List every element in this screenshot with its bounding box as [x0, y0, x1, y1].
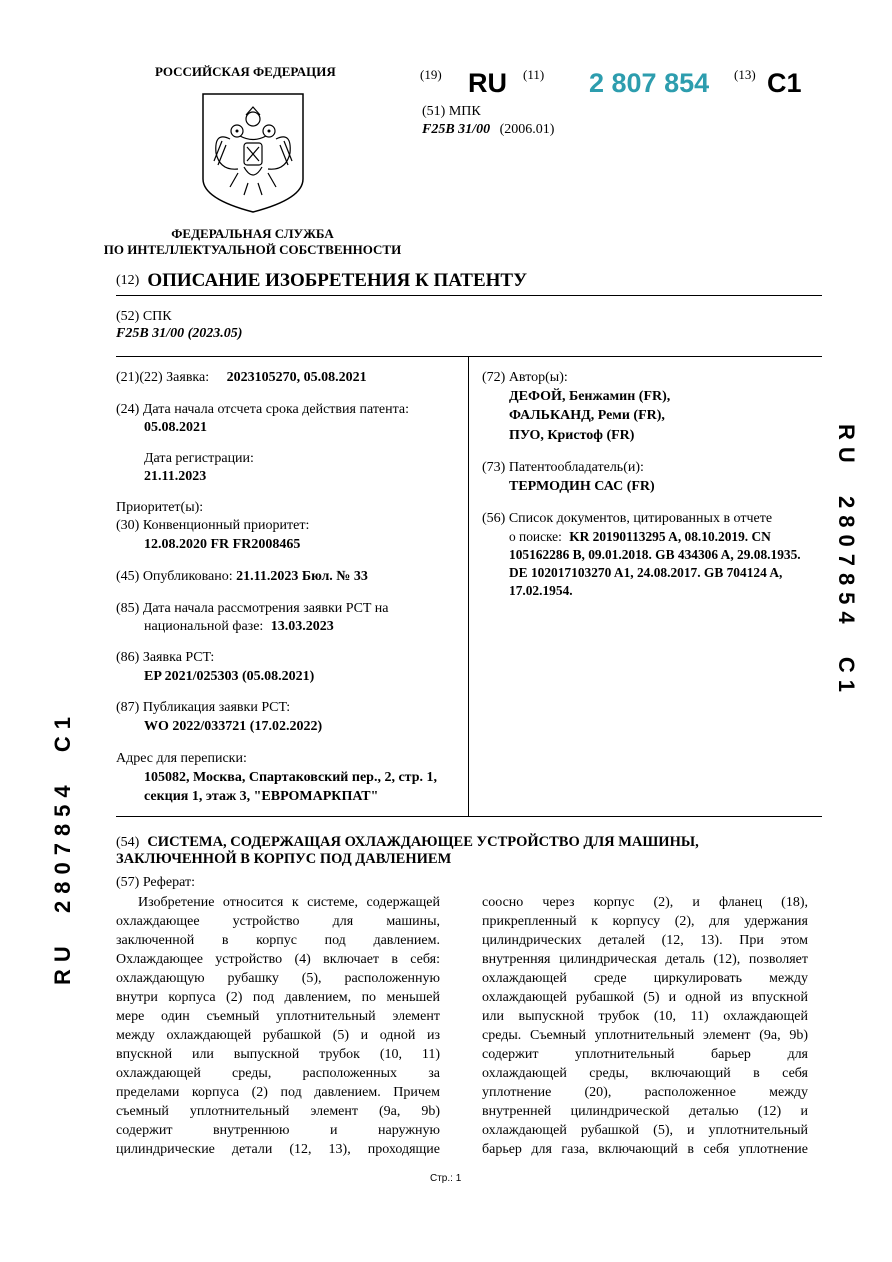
mpk-class: F25B 31/00 — [422, 122, 491, 137]
invention-title-line1: СИСТЕМА, СОДЕРЖАЩАЯ ОХЛАЖДАЮЩЕЕ УСТРОЙСТВО ДЛЯ МАШИНЫ, — [147, 834, 699, 850]
application-value: 2023105270, 05.08.2021 — [226, 370, 367, 385]
side-number-right: RU 2807854 C1 — [834, 424, 859, 699]
title-code: (54) — [116, 835, 140, 850]
side-number-left: RU 2807854 C1 — [50, 710, 75, 985]
abstract-right-column — [482, 893, 808, 1159]
abstract-line: мере один съемный уплотнительный элемент — [116, 1009, 440, 1024]
registration-value: 21.11.2023 — [144, 469, 207, 484]
published-value: 21.11.2023 Бюл. № 33 — [236, 569, 368, 584]
pct-app-label: (86) Заявка PCT: — [116, 650, 215, 665]
term-start-value: 05.08.2021 — [144, 420, 207, 435]
conv-priority-value: 12.08.2020 FR FR2008465 — [144, 537, 301, 552]
pct-pub-label: (87) Публикация заявки PCT: — [116, 700, 291, 715]
country-code-ru: RU — [468, 68, 507, 98]
conv-priority-label: (30) Конвенционный приоритет: — [116, 518, 310, 533]
priority-label: Приоритет(ы): — [116, 500, 204, 515]
kind-code: C1 — [767, 68, 802, 98]
doc-type-code: (12) — [116, 273, 140, 288]
term-start-label: (24) Дата начала отсчета срока действия патента: — [116, 402, 410, 417]
title-divider — [116, 295, 822, 296]
abstract-line: охлаждающей среды, включающий в себя — [482, 1066, 808, 1081]
published-label: (45) Опубликовано: — [116, 569, 233, 584]
agency-name-line1: ФЕДЕРАЛЬНАЯ СЛУЖБА — [171, 226, 334, 241]
abstract-line: заключенной в корпус под давлением. — [116, 933, 440, 948]
cited-line-3: DE 102017103270 A1, 24.08.2017. GB 704124 A, — [509, 565, 783, 580]
code-13: (13) — [734, 67, 756, 82]
abstract-line: внутри корпуса (2) под давлением, по меньшей — [116, 990, 440, 1005]
address-label: Адрес для переписки: — [116, 751, 247, 766]
abstract-line: съемный уплотнительный элемент (9a, 9b) — [116, 1104, 440, 1119]
abstract-line: содержит уплотнительный барьер для — [482, 1047, 808, 1062]
pct-app-value: EP 2021/025303 (05.08.2021) — [144, 669, 315, 684]
authors-label: (72) Автор(ы): — [482, 370, 568, 385]
cited-line-2: 105162286 B, 09.01.2018. GB 434306 A, 29.08.1935. — [509, 547, 801, 562]
abstract-label: (57) Реферат: — [116, 875, 195, 890]
double-headed-eagle-emblem — [200, 91, 306, 215]
registration-label: Дата регистрации: — [144, 451, 254, 466]
abstract-line: между охлаждающей рубашкой (5) и одной из — [116, 1028, 440, 1043]
abstract-line: пределами корпуса (2) под давлением. Причем — [116, 1085, 440, 1100]
patent-number: 2 807 854 — [589, 68, 710, 98]
page-number: Стр.: 1 — [430, 1173, 462, 1184]
abstract-line: охлаждающей среде циркулировать между — [482, 971, 808, 986]
abstract-line: внутренняя цилиндрическая деталь (12), позволяет — [482, 952, 808, 967]
cited-line-1: KR 20190113295 A, 08.10.2019. CN — [569, 529, 771, 544]
pct-start-label: (85) Дата начала рассмотрения заявки PCT на — [116, 601, 389, 616]
pct-start-value: 13.03.2023 — [270, 619, 334, 634]
application-label: (21)(22) Заявка: — [116, 370, 210, 385]
abstract-line: охлаждающей рубашкой (5) и одной из впускной — [482, 990, 808, 1005]
abstract-line: охлаждающую рубашку (5), расположенную — [116, 971, 440, 986]
code-19: (19) — [420, 67, 442, 82]
abstract-line: прикрепленный к корпусу (2), для удержания — [482, 914, 808, 929]
abstract-line: внутренней цилиндрической деталью (12) и — [482, 1104, 808, 1119]
cited-line-4: 17.02.1954. — [509, 583, 573, 598]
biblio-bottom-rule — [116, 816, 822, 817]
abstract-left-column — [116, 893, 440, 1159]
abstract-line: охлаждающее устройство для машины, — [116, 914, 440, 929]
author-3: ПУО, Кристоф (FR) — [509, 428, 635, 443]
cited-label-2: о поиске: — [509, 529, 562, 544]
invention-title-line2: ЗАКЛЮЧЕННОЙ В КОРПУС ПОД ДАВЛЕНИЕМ — [116, 851, 452, 867]
abstract-line: Охлаждающее устройство (4) включает в себя: — [116, 952, 440, 967]
agency-name-line2: ПО ИНТЕЛЛЕКТУАЛЬНОЙ СОБСТВЕННОСТИ — [103, 242, 402, 257]
mpk-label: (51) МПК — [422, 104, 481, 119]
owner-label: (73) Патентообладатель(и): — [482, 460, 644, 475]
code-11: (11) — [523, 67, 545, 82]
abstract-line: уплотнение (20), расположенное между — [482, 1085, 808, 1100]
pct-start-label-2: национальной фазе: — [144, 619, 264, 634]
abstract-line: охлаждающей рубашкой (5), и уплотнительный — [482, 1123, 808, 1138]
address-line2: секция 1, этаж 3, "ЕВРОМАРКПАТ" — [144, 789, 379, 804]
abstract-line: или выпускной трубок (10, 11) охлаждающей — [482, 1009, 808, 1024]
abstract-line: цилиндрических деталей (12, 13). При этом — [482, 933, 808, 948]
abstract-line: барьер для газа, включающий в себя уплотнение — [482, 1142, 808, 1157]
abstract-line: среды. Съемный уплотнительный элемент (9a, 9b) — [482, 1028, 808, 1043]
address-line1: 105082, Москва, Спартаковский пер., 2, стр. 1, — [144, 770, 437, 785]
country-name: РОССИЙСКАЯ ФЕДЕРАЦИЯ — [155, 64, 336, 79]
author-2: ФАЛЬКАНД, Реми (FR), — [509, 408, 665, 423]
author-1: ДЕФОЙ, Бенжамин (FR), — [509, 389, 671, 404]
pct-pub-value: WO 2022/033721 (17.02.2022) — [144, 719, 323, 734]
abstract-line: впускной или выпускной трубок (10, 11) — [116, 1047, 440, 1062]
cited-label: (56) Список документов, цитированных в отчете — [482, 511, 773, 526]
abstract-line: содержит внутреннюю и наружную — [116, 1123, 440, 1138]
biblio-column-divider — [468, 356, 469, 816]
abstract-line: соосно через корпус (2), и фланец (18), — [482, 895, 808, 910]
abstract-line: цилиндрические детали (12, 13), проходящие — [116, 1142, 440, 1157]
abstract-line: охлаждающей среды, расположенных за — [116, 1066, 440, 1081]
abstract-line: Изобретение относится к системе, содержащей — [138, 895, 440, 910]
owner-value: ТЕРМОДИН САС (FR) — [509, 479, 655, 494]
spk-label: (52) СПК — [116, 309, 172, 324]
doc-type-title: ОПИСАНИЕ ИЗОБРЕТЕНИЯ К ПАТЕНТУ — [147, 270, 528, 291]
biblio-top-rule — [116, 356, 822, 357]
mpk-year: (2006.01) — [499, 122, 555, 137]
spk-value: F25B 31/00 (2023.05) — [116, 326, 243, 341]
